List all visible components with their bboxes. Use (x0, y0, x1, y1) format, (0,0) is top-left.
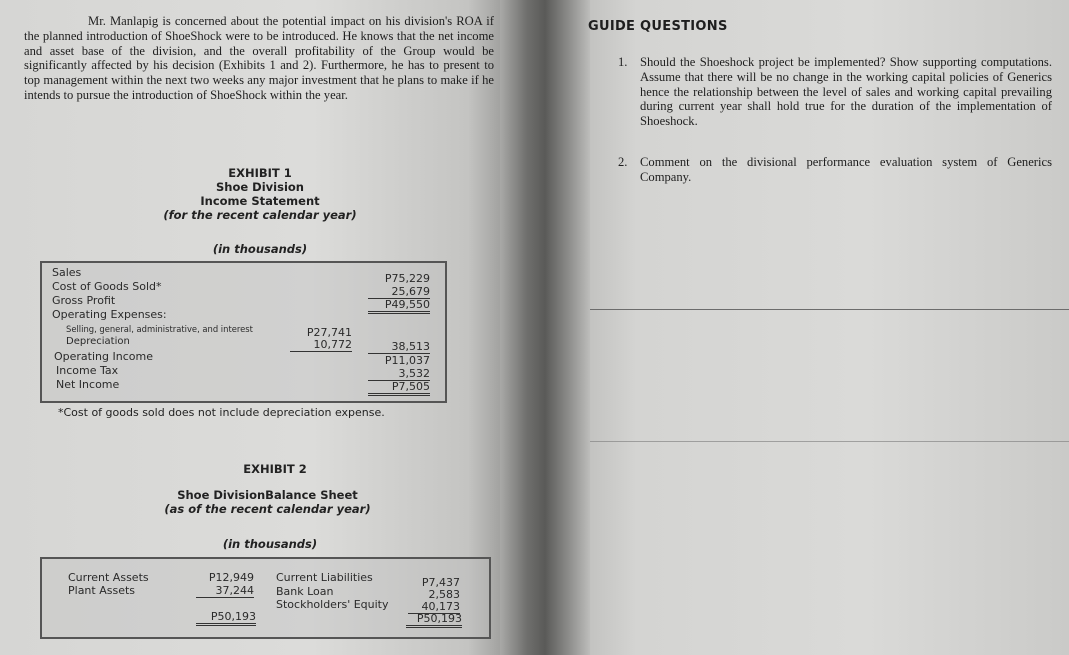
question-2-number: 2. (618, 155, 628, 169)
question-1-number: 1. (618, 55, 628, 69)
exhibit2-units: (in thousands) (222, 537, 318, 551)
current-liabilities-value: P7,437 (421, 576, 460, 589)
bank-loan-label: Bank Loan (276, 585, 334, 598)
equity-label: Stockholders' Equity (276, 598, 389, 611)
question-2: Comment on the divisional performance evaluation system of Generics Company. (640, 155, 1052, 184)
income-tax-label: Income Tax (56, 364, 119, 377)
exhibit2-subtitle: Shoe DivisionBalance Sheet (177, 488, 358, 502)
income-tax-value: 3,532 (368, 367, 430, 381)
plant-assets-value: 37,244 (196, 584, 254, 598)
current-assets-value: P12,949 (208, 571, 254, 584)
total-liabilities-equity-value: P50,193 (406, 612, 462, 628)
exhibit1-period: (for the recent calendar year) (163, 208, 357, 222)
exhibit1-title: EXHIBIT 1 (228, 166, 292, 180)
exhibit2-heading (140, 488, 395, 516)
gross-profit-label: Gross Profit (52, 294, 116, 307)
question-1: Should the Shoeshock project be implemented? Show supporting computations. Assume that there will be no change in the working capital policies of Generics hence the relationship between the level of sales and working capital prevailing during current year shall hold true for the duration of the implementation of Shoeshock. (640, 55, 1052, 129)
opex-label: Operating Expenses: (52, 308, 167, 321)
depreciation-value: 10,772 (290, 338, 352, 352)
operating-income-label: Operating Income (54, 350, 153, 363)
book-spine (500, 0, 590, 655)
current-liabilities-label: Current Liabilities (276, 571, 373, 584)
operating-income-value: P11,037 (384, 354, 430, 367)
current-assets-label: Current Assets (68, 571, 149, 584)
divider-line (590, 441, 1069, 442)
exhibit1-units: (in thousands) (212, 242, 308, 256)
equity-value: 40,173 (408, 600, 460, 614)
exhibit2-period: (as of the recent calendar year) (164, 502, 371, 516)
exhibit1-heading (160, 166, 360, 222)
guide-questions-title: GUIDE QUESTIONS (588, 19, 728, 34)
total-opex-value: 38,513 (368, 340, 430, 354)
cogs-value: 25,679 (368, 285, 430, 299)
sales-label: Sales (52, 266, 82, 279)
plant-assets-label: Plant Assets (68, 584, 136, 597)
net-income-label: Net Income (56, 378, 120, 391)
total-assets-value: P50,193 (196, 610, 256, 626)
exhibit1-subtitle: Shoe Division (216, 180, 304, 194)
exhibit1-statement: Income Statement (200, 194, 320, 208)
divider-line (590, 309, 1069, 310)
sga-value: P27,741 (306, 326, 352, 339)
bank-loan-value: 2,583 (428, 588, 460, 601)
sales-value: P75,229 (384, 272, 430, 285)
exhibit2-title: EXHIBIT 2 (243, 462, 307, 476)
gross-profit-value: P49,550 (368, 298, 430, 314)
cogs-label: Cost of Goods Sold* (52, 280, 162, 293)
depreciation-label: Depreciation (66, 336, 130, 347)
net-income-value: P7,505 (368, 380, 430, 396)
cogs-footnote: *Cost of goods sold does not include depreciation expense. (58, 406, 385, 419)
sga-label: Selling, general, administrative, and interest (66, 324, 253, 334)
intro-paragraph: Mr. Manlapig is concerned about the potential impact on his division's ROA if the planned introduction of ShoeShock were to be introduced. He knows that the net income and asset base of the division, and the overall profitability of the Group would be significantly affected by his decision (Exhibits 1 and 2). Furthermore, he has to present to top management within the next two weeks any major investment that he plans to make if he intends to pursue the introduction of ShoeShock within the year. (24, 14, 494, 102)
